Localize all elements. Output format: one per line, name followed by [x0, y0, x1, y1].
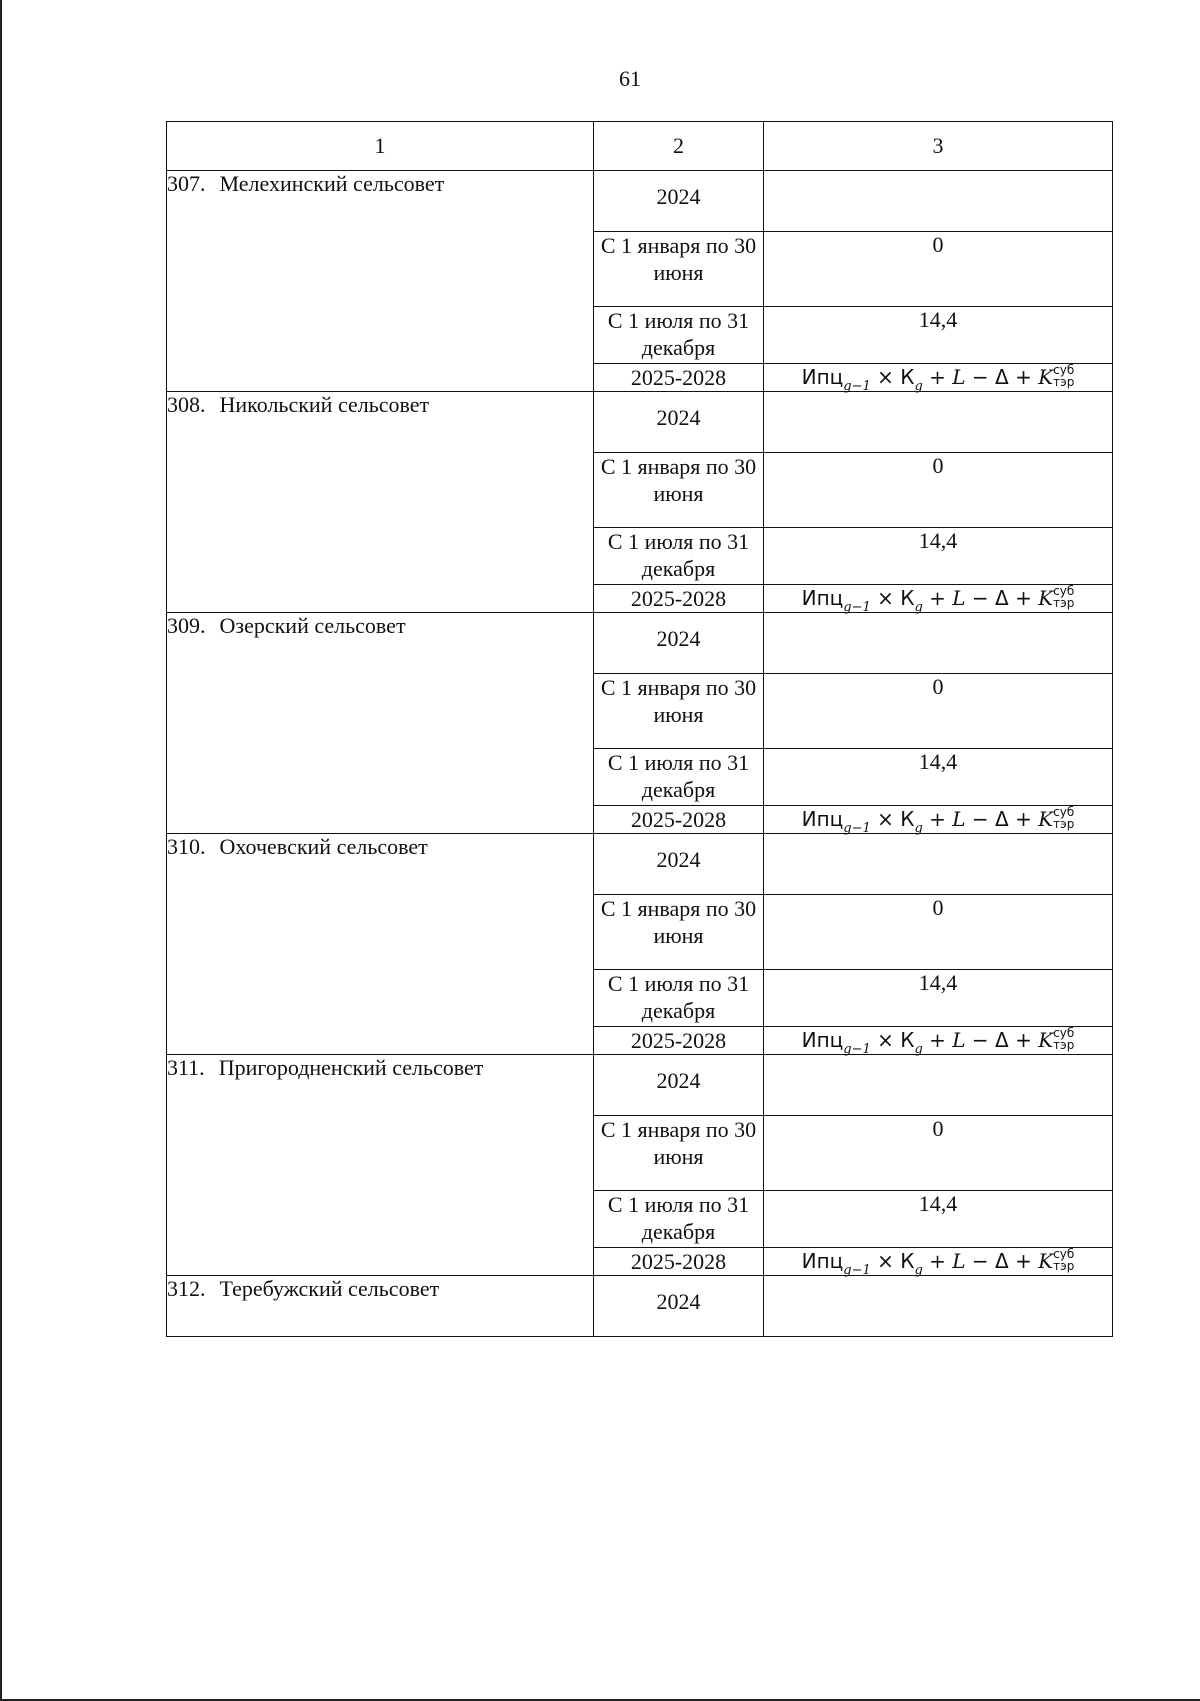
column-header-1: 1 [167, 122, 594, 171]
formula-k-ter: K [1038, 585, 1054, 610]
value-cell: 0 [764, 674, 1113, 749]
formula-k-ter-superscript: суб [1053, 1247, 1075, 1262]
value-cell [764, 1276, 1113, 1337]
formula-k-ter-indices [1053, 585, 1074, 609]
period-cell: С 1 января по 30 июня [594, 1116, 764, 1191]
settlement-name: Теребужский сельсовет [219, 1276, 440, 1301]
formula-cell [764, 585, 1113, 613]
settlement-cell [167, 613, 594, 834]
formula-k: К [900, 1248, 915, 1273]
page-number: 61 [619, 66, 641, 91]
table-row [167, 834, 1113, 895]
period-cell: 2024 [594, 834, 764, 895]
formula-k-ter: K [1038, 1248, 1054, 1273]
tariff-table [166, 121, 1113, 1337]
table-row [167, 1055, 1113, 1116]
period-cell: 2025-2028 [594, 1027, 764, 1055]
formula-plus-l: + L [929, 364, 966, 389]
table-row [167, 171, 1113, 232]
formula-base: Ипц [801, 364, 844, 389]
settlement-cell [167, 1055, 594, 1276]
formula-k-ter-subscript: тэр [1053, 1038, 1075, 1053]
period-cell: 2025-2028 [594, 1248, 764, 1276]
value-cell: 0 [764, 232, 1113, 307]
formula-k: К [900, 364, 915, 389]
formula-base-subscript: g−1 [843, 820, 871, 836]
formula-times: × [877, 1248, 894, 1273]
formula-base: Ипц [801, 1248, 844, 1273]
formula-cell [764, 1027, 1113, 1055]
value-cell [764, 392, 1113, 453]
formula-k-ter-subscript: тэр [1053, 1259, 1075, 1274]
scan-border-left [0, 0, 2, 1701]
formula-times: × [877, 1027, 894, 1052]
formula-k-ter-indices [1053, 1027, 1074, 1051]
period-cell: 2025-2028 [594, 585, 764, 613]
period-cell: 2024 [594, 1055, 764, 1116]
table-row [167, 392, 1113, 453]
table-row [167, 613, 1113, 674]
formula-plus-l: + L [929, 1248, 966, 1273]
formula-cell [764, 806, 1113, 834]
entry-number: 311. [167, 1055, 205, 1080]
formula-base: Ипц [801, 806, 844, 831]
formula-k-subscript: g [914, 378, 923, 394]
period-cell: 2024 [594, 613, 764, 674]
formula-minus-delta: − Δ + [971, 806, 1032, 831]
formula-times: × [877, 364, 894, 389]
value-cell: 14,4 [764, 970, 1113, 1027]
entry-number: 309. [167, 613, 206, 638]
formula-times: × [877, 585, 894, 610]
period-cell: С 1 июля по 31 декабря [594, 749, 764, 806]
formula-k-ter-indices [1053, 806, 1074, 830]
formula-k: К [900, 1027, 915, 1052]
value-cell: 14,4 [764, 307, 1113, 364]
formula-cell [764, 1248, 1113, 1276]
value-cell [764, 171, 1113, 232]
formula-k-ter: K [1038, 1027, 1054, 1052]
period-cell: 2025-2028 [594, 806, 764, 834]
formula-k-ter: K [1038, 806, 1054, 831]
formula-plus-l: + L [929, 585, 966, 610]
formula-base: Ипц [801, 1027, 844, 1052]
formula-k-ter-indices [1053, 364, 1074, 388]
settlement-name: Мелехинский сельсовет [219, 171, 445, 196]
formula-base-subscript: g−1 [843, 378, 871, 394]
entry-number: 308. [167, 392, 206, 417]
formula-k-ter-subscript: тэр [1053, 596, 1075, 611]
settlement-name: Пригородненский сельсовет [218, 1055, 484, 1080]
formula-times: × [877, 806, 894, 831]
formula-k-ter-subscript: тэр [1053, 817, 1075, 832]
period-cell: С 1 июля по 31 декабря [594, 970, 764, 1027]
formula-k-subscript: g [914, 599, 923, 615]
settlement-cell [167, 392, 594, 613]
formula-k: К [900, 806, 915, 831]
value-cell: 14,4 [764, 528, 1113, 585]
settlement-name: Охочевский сельсовет [219, 834, 428, 859]
formula-k-subscript: g [914, 1041, 923, 1057]
period-cell: С 1 июля по 31 декабря [594, 1191, 764, 1248]
formula-base-subscript: g−1 [843, 1262, 871, 1278]
settlement-name: Озерский сельсовет [219, 613, 406, 638]
period-cell: С 1 января по 30 июня [594, 895, 764, 970]
value-cell: 0 [764, 1116, 1113, 1191]
period-cell: 2024 [594, 171, 764, 232]
formula-base: Ипц [801, 585, 844, 610]
entry-number: 307. [167, 171, 206, 196]
period-cell: С 1 января по 30 июня [594, 232, 764, 307]
entry-number: 310. [167, 834, 206, 859]
formula-k-subscript: g [914, 820, 923, 836]
formula-k-ter-superscript: суб [1053, 363, 1075, 378]
header-row [167, 122, 1113, 171]
formula-plus-l: + L [929, 1027, 966, 1052]
value-cell: 0 [764, 453, 1113, 528]
settlement-cell [167, 171, 594, 392]
formula-k: К [900, 585, 915, 610]
formula-plus-l: + L [929, 806, 966, 831]
value-cell [764, 1055, 1113, 1116]
formula-k-ter: K [1038, 364, 1054, 389]
value-cell: 0 [764, 895, 1113, 970]
formula-minus-delta: − Δ + [971, 364, 1032, 389]
formula-k-subscript: g [914, 1262, 923, 1278]
value-cell [764, 834, 1113, 895]
formula-k-ter-superscript: суб [1053, 1026, 1075, 1041]
table-body [167, 171, 1113, 1337]
formula-k-ter-superscript: суб [1053, 584, 1075, 599]
period-cell: 2025-2028 [594, 364, 764, 392]
settlement-cell [167, 834, 594, 1055]
settlement-cell [167, 1276, 594, 1337]
formula-cell [764, 364, 1113, 392]
formula-minus-delta: − Δ + [971, 1248, 1032, 1273]
formula-minus-delta: − Δ + [971, 1027, 1032, 1052]
value-cell: 14,4 [764, 749, 1113, 806]
column-header-2: 2 [594, 122, 764, 171]
formula-k-ter-subscript: тэр [1053, 375, 1075, 390]
table-row [167, 1276, 1113, 1337]
settlement-name: Никольский сельсовет [219, 392, 430, 417]
period-cell: С 1 июля по 31 декабря [594, 528, 764, 585]
column-header-3: 3 [764, 122, 1113, 171]
period-cell: С 1 января по 30 июня [594, 453, 764, 528]
value-cell: 14,4 [764, 1191, 1113, 1248]
period-cell: С 1 июля по 31 декабря [594, 307, 764, 364]
period-cell: С 1 января по 30 июня [594, 674, 764, 749]
formula-k-ter-superscript: суб [1053, 805, 1075, 820]
formula-k-ter-indices [1053, 1248, 1074, 1272]
formula-base-subscript: g−1 [843, 599, 871, 615]
value-cell [764, 613, 1113, 674]
formula-minus-delta: − Δ + [971, 585, 1032, 610]
period-cell: 2024 [594, 392, 764, 453]
entry-number: 312. [167, 1276, 206, 1301]
formula-base-subscript: g−1 [843, 1041, 871, 1057]
period-cell: 2024 [594, 1276, 764, 1337]
